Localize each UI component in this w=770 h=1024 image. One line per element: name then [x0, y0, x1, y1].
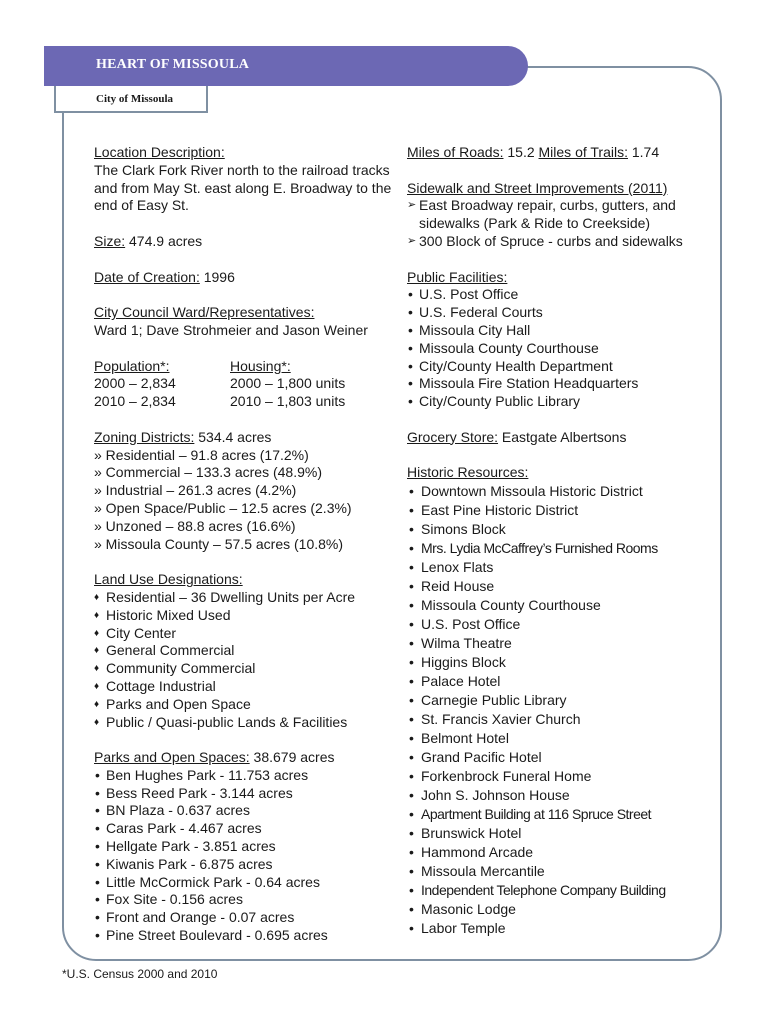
list-item: • Little McCormick Park - 0.64 acres [94, 874, 394, 892]
list-item: • Lenox Flats [407, 558, 717, 577]
list-item: ♦ Community Commercial [94, 660, 394, 678]
facilities-list [407, 286, 717, 411]
list-item: • Hammond Arcade [407, 843, 717, 862]
list-item: • U.S. Post Office [407, 286, 717, 304]
list-item: • Independent Telephone Company Building [407, 881, 717, 900]
list-item: • Belmont Hotel [407, 729, 717, 748]
parks-value: 38.679 acres [249, 749, 335, 766]
list-item: • Missoula Fire Station Headquarters [407, 375, 717, 393]
zoning-list [94, 447, 394, 554]
list-item: • Grand Pacific Hotel [407, 748, 717, 767]
list-item: • Labor Temple [407, 919, 717, 938]
historic-section [407, 464, 717, 938]
list-item: • Simons Block [407, 520, 717, 539]
council-label: City Council Ward/Representatives: [94, 304, 315, 321]
list-item: • City/County Public Library [407, 393, 717, 411]
trails-value: 1.74 [627, 144, 660, 160]
list-item: • City/County Health Department [407, 358, 717, 376]
list-item: • Wilma Theatre [407, 634, 717, 653]
parks-section [94, 749, 394, 945]
list-item: » Missoula County – 57.5 acres (10.8%) [94, 535, 344, 552]
list-item: • East Pine Historic District [407, 501, 717, 520]
location-label: Location Description: [94, 144, 225, 160]
size-value: 474.9 acres [125, 232, 203, 249]
housing-row: 2000 – 1,800 units [230, 375, 346, 392]
list-item: ♦ Historic Mixed Used [94, 607, 394, 625]
size-section [94, 233, 394, 251]
roads-label: Miles of Roads: [407, 144, 504, 160]
list-item: • Mrs. Lydia McCaffrey’s Furnished Rooms [407, 539, 717, 558]
roads-trails-section [407, 144, 717, 162]
historic-label: Historic Resources: [407, 464, 529, 481]
list-item: • Kiwanis Park - 6.875 acres [94, 856, 394, 874]
list-item: • U.S. Federal Courts [407, 304, 717, 322]
list-item: ♦ General Commercial [94, 642, 394, 660]
landuse-list [94, 589, 394, 731]
population-housing-section [94, 358, 394, 411]
zoning-section [94, 429, 394, 554]
page-subtitle: City of Missoula [96, 93, 173, 105]
historic-list [407, 482, 717, 938]
list-item: • Brunswick Hotel [407, 824, 717, 843]
list-item: • Carnegie Public Library [407, 691, 717, 710]
zoning-label: Zoning Districts: [94, 428, 195, 445]
header-banner [44, 46, 528, 86]
landuse-label: Land Use Designations: [94, 571, 243, 588]
population-row: 2000 – 2,834 [94, 375, 176, 392]
trails-label: Miles of Trails: [538, 144, 628, 160]
facilities-label: Public Facilities: [407, 268, 508, 285]
list-item: ♦ Cottage Industrial [94, 678, 394, 696]
list-item: ♦ Public / Quasi-public Lands & Facilities [94, 714, 394, 732]
parks-list [94, 767, 394, 945]
list-item: • Masonic Lodge [407, 900, 717, 919]
list-item: • Apartment Building at 116 Spruce Street [407, 805, 717, 824]
list-item: ♦ Residential – 36 Dwelling Units per Acre [94, 589, 394, 607]
housing-block [230, 358, 345, 411]
grocery-section [407, 429, 717, 447]
list-item: • U.S. Post Office [407, 615, 717, 634]
list-item: • Ben Hughes Park - 11.753 acres [94, 767, 394, 785]
list-item: • Missoula County Courthouse [407, 596, 717, 615]
list-item: • Reid House [407, 577, 717, 596]
location-text: The Clark Fork River north to the railroad tracks and from May St. east along E. Broadway to the end of Easy St. [94, 161, 392, 214]
list-item: ➢ 300 Block of Spruce - curbs and sidewalks [407, 233, 717, 251]
housing-label: Housing*: [230, 357, 291, 374]
list-item: • BN Plaza - 0.637 acres [94, 802, 394, 820]
subtitle-tab [54, 86, 208, 113]
sidewalk-label: Sidewalk and Street Improvements (2011) [407, 179, 668, 196]
right-column [407, 144, 717, 956]
list-item: • Downtown Missoula Historic District [407, 482, 717, 501]
list-item: » Industrial – 261.3 acres (4.2%) [94, 482, 297, 499]
council-text: Ward 1; Dave Strohmeier and Jason Weiner [94, 321, 368, 338]
list-item: • Missoula County Courthouse [407, 340, 717, 358]
creation-label: Date of Creation: [94, 268, 200, 285]
facilities-section [407, 269, 717, 411]
population-block [94, 358, 230, 411]
list-item: • Pine Street Boulevard - 0.695 acres [94, 927, 394, 945]
list-item: ♦ Parks and Open Space [94, 696, 394, 714]
list-item: » Residential – 91.8 acres (17.2%) [94, 446, 309, 463]
list-item: • Higgins Block [407, 653, 717, 672]
creation-section [94, 269, 394, 287]
list-item: • John S. Johnson House [407, 786, 717, 805]
size-label: Size: [94, 232, 126, 249]
list-item: • Fox Site - 0.156 acres [94, 891, 394, 909]
list-item: • Caras Park - 4.467 acres [94, 820, 394, 838]
zoning-value: 534.4 acres [194, 428, 272, 445]
location-section [94, 144, 394, 215]
list-item: ➢ East Broadway repair, curbs, gutters, and sidewalks (Park & Ride to Creekside) [407, 197, 717, 233]
sidewalk-list [407, 197, 717, 250]
list-item: • Palace Hotel [407, 672, 717, 691]
grocery-value: Eastgate Albertsons [498, 428, 627, 445]
list-item: • Missoula City Hall [407, 322, 717, 340]
list-item: • Hellgate Park - 3.851 acres [94, 838, 394, 856]
list-item: » Open Space/Public – 12.5 acres (2.3%) [94, 499, 352, 516]
housing-row: 2010 – 1,803 units [230, 393, 346, 410]
list-item: • Bess Reed Park - 3.144 acres [94, 785, 394, 803]
sidewalk-section [407, 180, 717, 251]
population-label: Population*: [94, 357, 170, 374]
list-item: ♦ City Center [94, 625, 394, 643]
population-row: 2010 – 2,834 [94, 393, 176, 410]
page-title: HEART OF MISSOULA [96, 57, 250, 72]
list-item: • St. Francis Xavier Church [407, 710, 717, 729]
grocery-label: Grocery Store: [407, 428, 499, 445]
list-item: » Commercial – 133.3 acres (48.9%) [94, 464, 322, 481]
creation-value: 1996 [199, 268, 235, 285]
census-footnote: *U.S. Census 2000 and 2010 [62, 967, 218, 981]
list-item: » Unzoned – 88.8 acres (16.6%) [94, 517, 296, 534]
roads-value: 15.2 [503, 144, 539, 160]
list-item: • Forkenbrock Funeral Home [407, 767, 717, 786]
parks-label: Parks and Open Spaces: [94, 749, 250, 766]
list-item: • Front and Orange - 0.07 acres [94, 909, 394, 927]
council-section [94, 304, 394, 340]
landuse-section [94, 571, 394, 731]
list-item: • Missoula Mercantile [407, 862, 717, 881]
left-column [94, 144, 394, 963]
